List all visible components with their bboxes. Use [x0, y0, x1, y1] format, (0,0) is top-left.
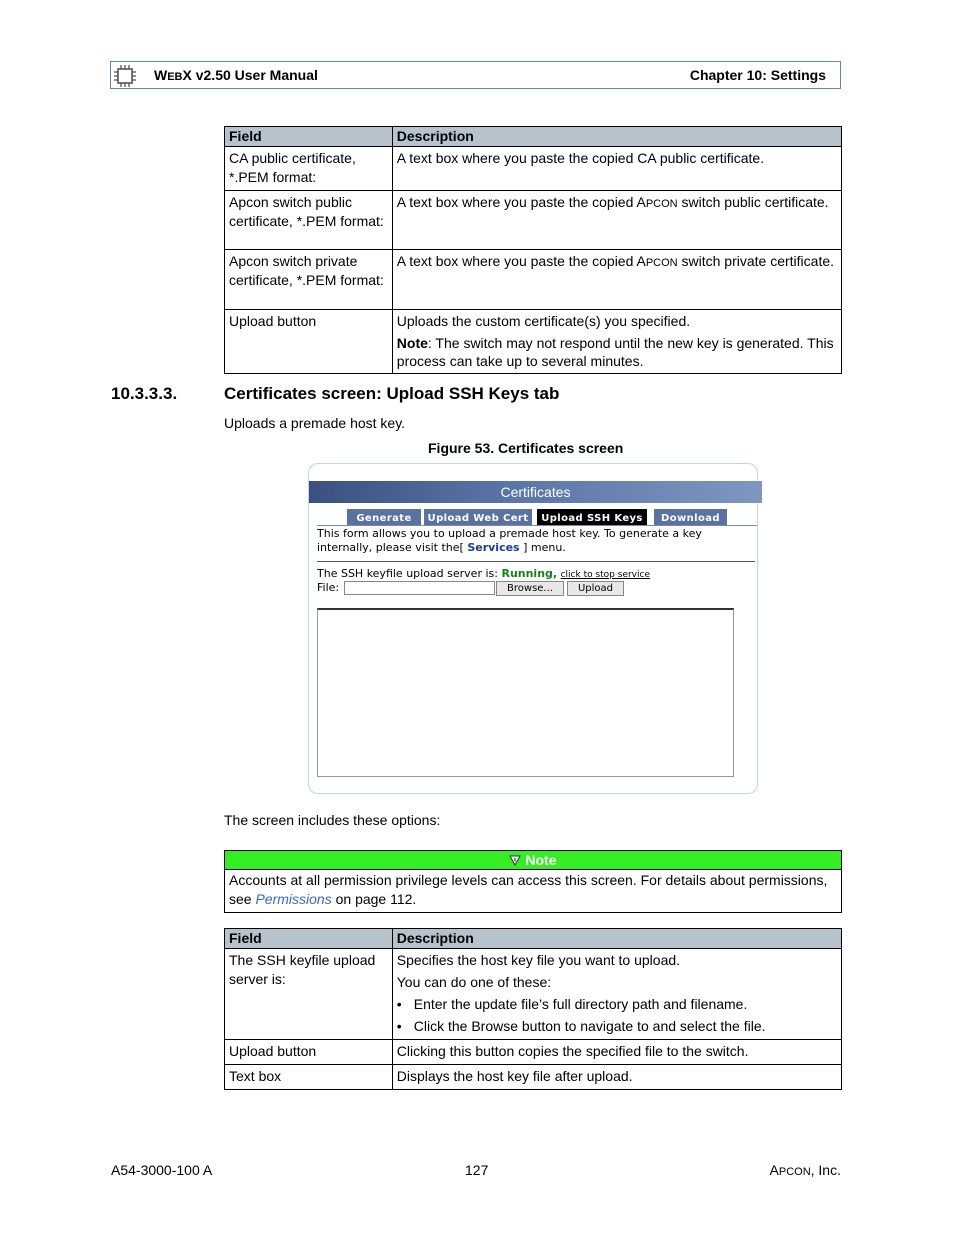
note-box — [224, 850, 842, 913]
table-header-row — [225, 929, 842, 949]
description-cell: A text box where you paste the copied APCON switch public certificate. — [392, 191, 841, 250]
field-cell: Upload button — [225, 310, 393, 374]
section-intro: Uploads a premade host key. — [224, 415, 406, 431]
options-list — [397, 995, 837, 1036]
tab-generate[interactable]: Generate — [347, 509, 421, 526]
server-status: Running, — [501, 567, 558, 580]
permissions-link[interactable]: Permissions — [255, 891, 332, 907]
page-header — [110, 61, 841, 89]
file-label: File: — [317, 581, 340, 594]
stop-service-link[interactable]: click to stop service — [560, 570, 650, 580]
browse-button[interactable]: Browse... — [496, 581, 564, 596]
field-cell: Text box — [225, 1065, 393, 1090]
table-row — [225, 1065, 842, 1090]
table-row — [225, 310, 842, 374]
description-cell: Clicking this button copies the specified file to the switch. — [392, 1040, 841, 1065]
certificates-screenshot — [308, 463, 758, 794]
screen-title-bar: Certificates — [309, 481, 762, 503]
tab-upload-web-cert[interactable]: Upload Web Cert — [424, 509, 532, 526]
section-heading: 10.3.3.3. Certificates screen: Upload SSH Keys tab — [111, 384, 560, 403]
tab-upload-ssh-keys[interactable]: Upload SSH Keys — [537, 509, 647, 526]
field-cell: Upload button — [225, 1040, 393, 1065]
column-header-field: Field — [225, 127, 393, 147]
server-status-line: The SSH keyfile upload server is: Running, click to stop service — [317, 567, 650, 580]
certificate-fields-table — [224, 126, 842, 374]
table-row — [225, 1040, 842, 1065]
field-cell: CA public certificate, *.PEM format: — [225, 147, 393, 191]
page-number: 127 — [465, 1162, 489, 1178]
column-header-description: Description — [392, 929, 841, 949]
table-row — [225, 147, 842, 191]
field-cell: Apcon switch private certificate, *.PEM format: — [225, 250, 393, 310]
tab-divider — [317, 525, 757, 526]
note-icon — [509, 855, 521, 866]
table-row — [225, 949, 842, 1040]
note-header: Note — [225, 851, 841, 870]
table-row — [225, 250, 842, 310]
column-header-field: Field — [225, 929, 393, 949]
description-cell: Uploads the custom certificate(s) you specified. Note: The switch may not respond until the new key is generated. This process can take up to several minutes. — [392, 310, 841, 374]
tab-download[interactable]: Download — [654, 509, 727, 526]
list-item: • Enter the update file’s full directory path and filename. — [397, 995, 837, 1014]
figure-caption: Figure 53. Certificates screen — [428, 440, 624, 456]
company-name: APCON, Inc. — [769, 1162, 841, 1178]
chip-icon — [114, 65, 136, 87]
form-description: This form allows you to upload a premade host key. To generate a key internally, please visit the[ Services ] menu. — [317, 527, 702, 554]
note-body: Accounts at all permission privilege levels can access this screen. For details about permissions, see Permissions on page 112. — [229, 872, 828, 907]
description-cell: A text box where you paste the copied CA public certificate. — [392, 147, 841, 191]
ssh-fields-table — [224, 928, 842, 1090]
field-cell: The SSH keyfile upload server is: — [225, 949, 393, 1040]
field-cell: Apcon switch public certificate, *.PEM format: — [225, 191, 393, 250]
upload-button[interactable]: Upload — [567, 581, 624, 596]
list-item: • Click the Browse button to navigate to and select the file. — [397, 1017, 837, 1036]
file-input[interactable] — [344, 581, 495, 595]
services-link[interactable]: Services — [467, 541, 520, 554]
description-cell: A text box where you paste the copied APCON switch private certificate. — [392, 250, 841, 310]
doc-number: A54-3000-100 A — [111, 1162, 213, 1178]
form-separator — [317, 561, 755, 562]
table-row — [225, 191, 842, 250]
chapter-title: Chapter 10: Settings — [689, 67, 826, 83]
description-cell: Specifies the host key file you want to upload. You can do one of these: • Enter the update file’s full directory path and filename. • Click the Browse button to navigate to and select the file. — [392, 949, 841, 1040]
manual-title: WEBX v2.50 User Manual — [154, 67, 318, 83]
column-header-description: Description — [392, 127, 841, 147]
key-file-text-box[interactable] — [317, 608, 734, 777]
description-cell: Displays the host key file after upload. — [392, 1065, 841, 1090]
options-intro: The screen includes these options: — [224, 812, 441, 828]
table-header-row — [225, 127, 842, 147]
